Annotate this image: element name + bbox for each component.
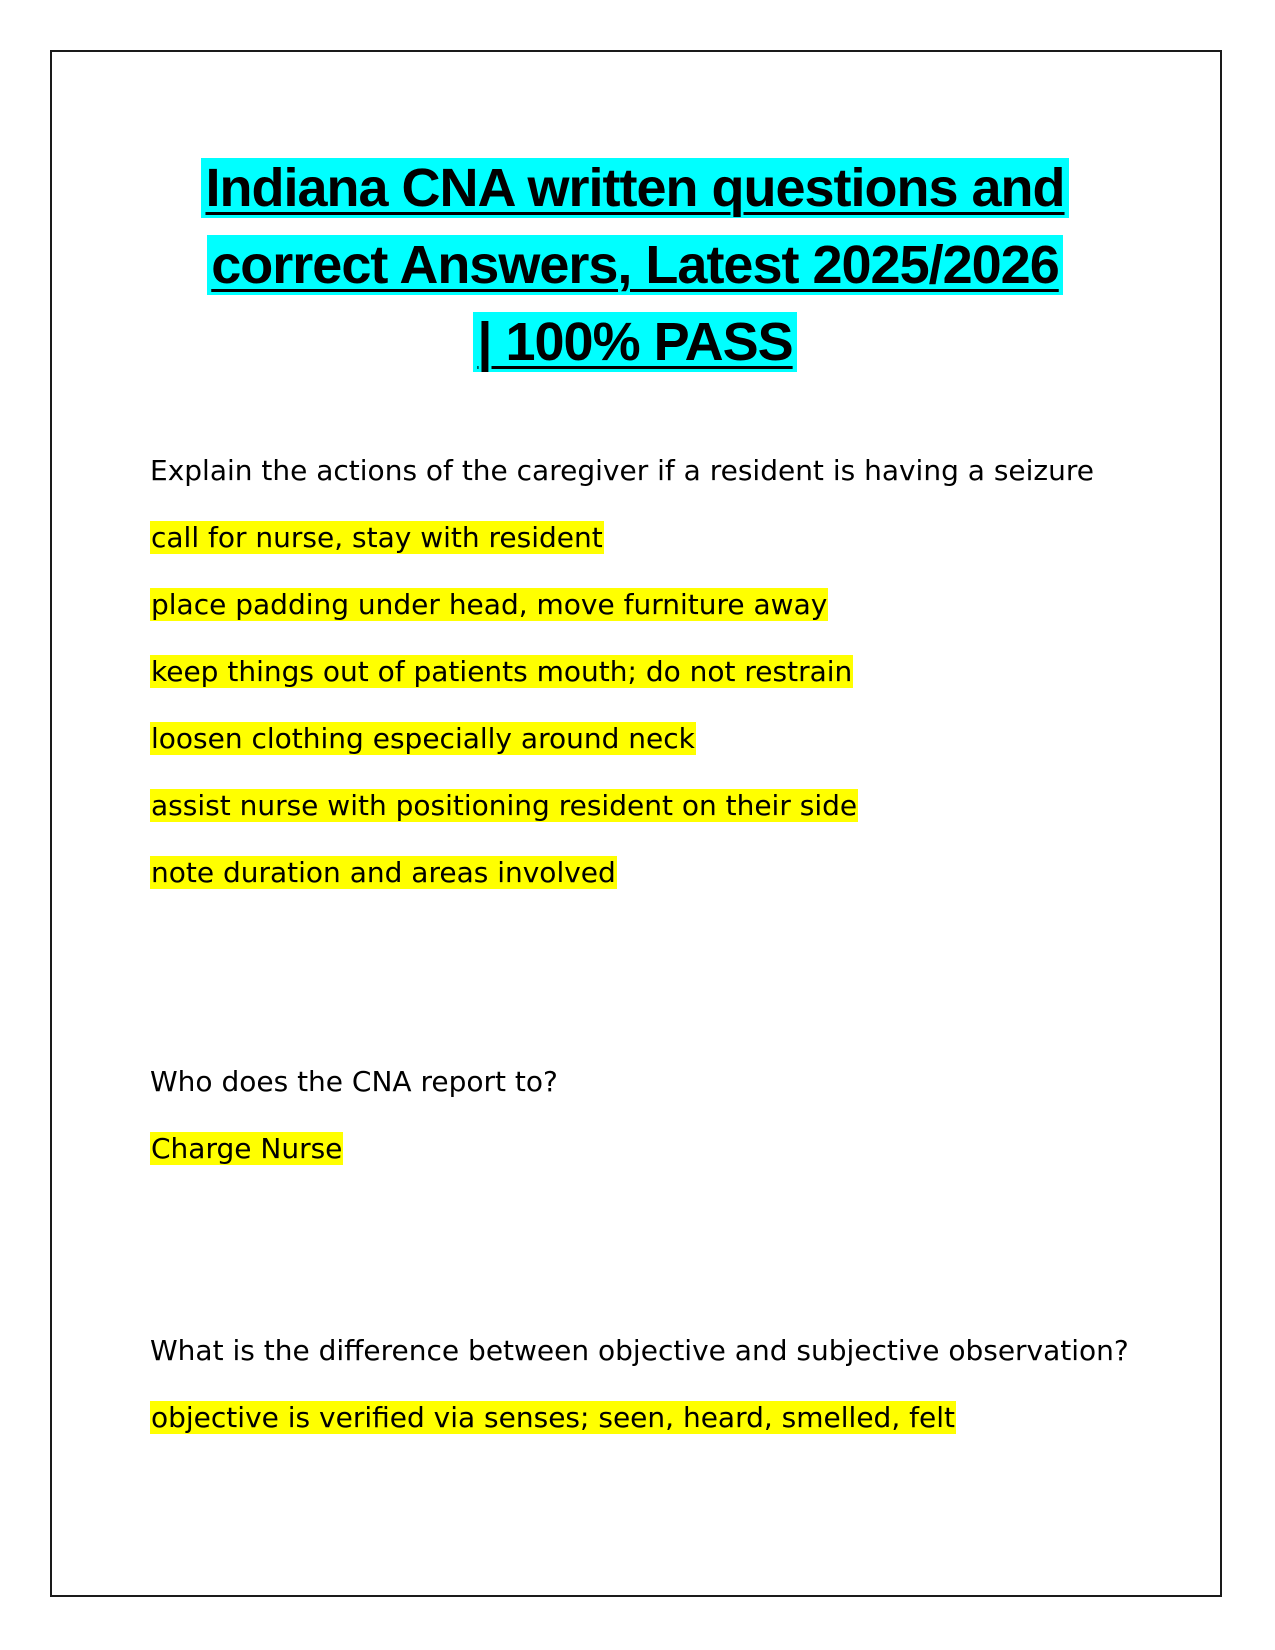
answer-line: loosen clothing especially around neck (151, 722, 695, 755)
document-title (150, 150, 1120, 381)
qa-block-report-to (150, 1062, 558, 1196)
title-line-2: correct Answers, Latest 2025/2026 (207, 235, 1063, 295)
question-text: Who does the CNA report to? (150, 1065, 558, 1098)
answer-line: objective is verified via senses; seen, heard, smelled, felt (151, 1401, 955, 1434)
question-text: Explain the actions of the caregiver if a resident is having a seizure (150, 454, 1094, 487)
title-line-1: Indiana CNA written questions and (201, 158, 1068, 218)
title-line-3: | 100% PASS (473, 312, 796, 372)
answer-line: keep things out of patients mouth; do not restrain (151, 655, 853, 688)
answer-line: place padding under head, move furniture away (151, 588, 828, 621)
answer-line: note duration and areas involved (151, 856, 616, 889)
answer-line: Charge Nurse (151, 1132, 343, 1165)
qa-block-observation (150, 1331, 1129, 1465)
answer-line: assist nurse with positioning resident on their side (151, 789, 858, 822)
answer-line: call for nurse, stay with resident (151, 521, 603, 554)
qa-block-seizure (150, 451, 1094, 920)
question-text: What is the difference between objective and subjective observation? (150, 1334, 1129, 1367)
